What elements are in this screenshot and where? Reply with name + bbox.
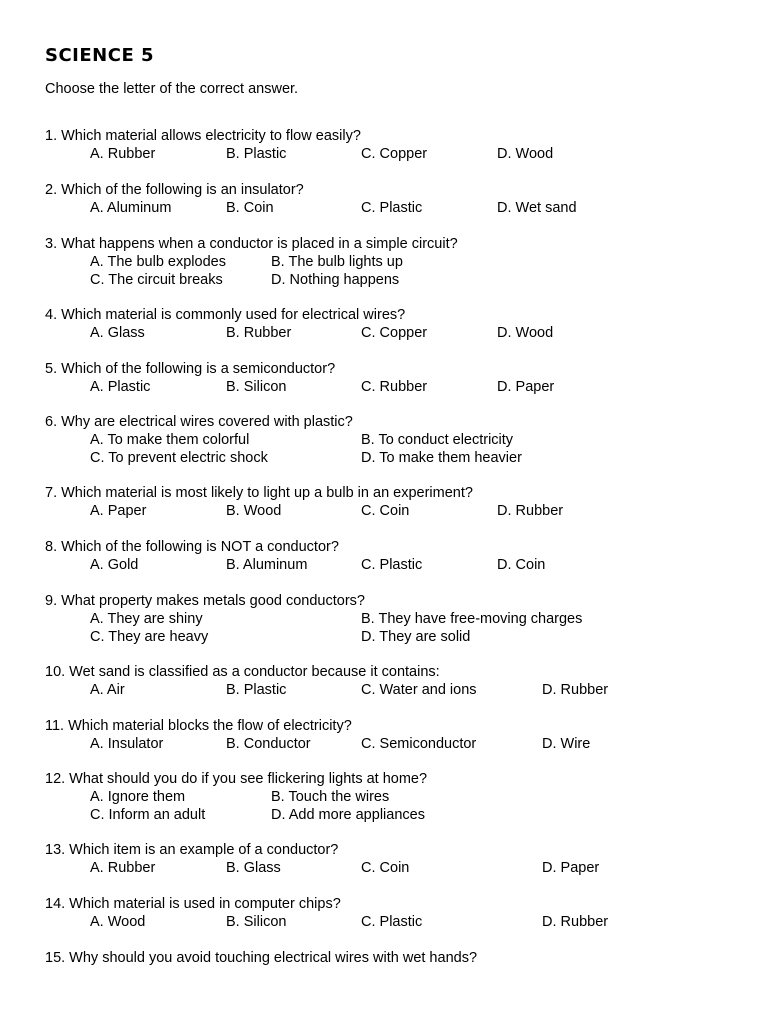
choice-b: B. Touch the wires (271, 789, 390, 805)
choices-row (45, 681, 725, 699)
choices-row (45, 145, 725, 163)
question-stem: 12. What should you do if you see flickering lights at home? (45, 771, 428, 787)
choices-row (45, 735, 725, 753)
choice-c: C. Copper (361, 325, 428, 341)
choices-row (45, 610, 725, 628)
choice-a: A. They are shiny (90, 611, 203, 627)
choices-row (45, 859, 725, 877)
question-stem: 2. Which of the following is an insulator? (45, 182, 304, 198)
choices-row (45, 913, 725, 931)
question-4 (45, 306, 725, 342)
choice-c: C. Plastic (361, 914, 423, 930)
question-stem: 9. What property makes metals good conductors? (45, 593, 365, 609)
question-13 (45, 841, 725, 877)
choice-d: D. Nothing happens (271, 272, 400, 288)
choice-a: A. Insulator (90, 736, 164, 752)
question-stem: 1. Which material allows electricity to flow easily? (45, 128, 361, 144)
choice-b: B. Wood (226, 503, 282, 519)
choices-row (45, 253, 725, 271)
choice-b: B. Silicon (226, 379, 287, 395)
choice-a: A. The bulb explodes (90, 254, 226, 270)
choice-b: B. Glass (226, 860, 281, 876)
choice-b: B. The bulb lights up (271, 254, 403, 270)
question-stem: 8. Which of the following is NOT a conductor? (45, 539, 339, 555)
choices-row (45, 628, 725, 646)
choice-d: D. Paper (497, 379, 555, 395)
question-9 (45, 592, 725, 646)
choices-row (45, 556, 725, 574)
choice-d: D. To make them heavier (361, 450, 522, 466)
choices-row (45, 271, 725, 289)
choice-a: A. Rubber (90, 146, 156, 162)
question-5 (45, 360, 725, 396)
choice-b: B. They have free-moving charges (361, 611, 583, 627)
question-stem: 15. Why should you avoid touching electrical wires with wet hands? (45, 950, 478, 966)
worksheet-title: SCIENCE 5 (45, 45, 155, 66)
choice-b: B. To conduct electricity (361, 432, 514, 448)
question-stem: 13. Which item is an example of a conductor? (45, 842, 339, 858)
choice-d: D. Paper (542, 860, 600, 876)
choice-d: D. Coin (497, 557, 546, 573)
instructions: Choose the letter of the correct answer. (45, 81, 299, 97)
choice-a: A. Ignore them (90, 789, 186, 805)
choices-row (45, 788, 725, 806)
question-stem: 4. Which material is commonly used for electrical wires? (45, 307, 406, 323)
choice-c: C. The circuit breaks (90, 272, 223, 288)
choice-b: B. Coin (226, 200, 274, 216)
choice-a: A. Gold (90, 557, 139, 573)
question-2 (45, 181, 725, 217)
choice-a: A. Wood (90, 914, 146, 930)
question-7 (45, 484, 725, 520)
question-stem: 14. Which material is used in computer chips? (45, 896, 341, 912)
choice-c: C. Plastic (361, 557, 423, 573)
question-11 (45, 717, 725, 753)
question-3 (45, 235, 725, 289)
choice-d: D. Wire (542, 736, 591, 752)
choice-c: C. Coin (361, 860, 410, 876)
choice-a: A. Glass (90, 325, 145, 341)
choice-b: B. Conductor (226, 736, 311, 752)
choice-d: D. They are solid (361, 629, 471, 645)
choice-c: C. Rubber (361, 379, 428, 395)
question-stem: 5. Which of the following is a semiconductor? (45, 361, 336, 377)
choices-row (45, 378, 725, 396)
choice-d: D. Add more appliances (271, 807, 425, 823)
choice-d: D. Rubber (542, 682, 609, 698)
choice-a: A. Plastic (90, 379, 151, 395)
choice-c: C. Copper (361, 146, 428, 162)
question-8 (45, 538, 725, 574)
choice-d: D. Rubber (542, 914, 609, 930)
choice-b: B. Silicon (226, 914, 287, 930)
choices-row (45, 324, 725, 342)
choice-d: D. Wood (497, 325, 554, 341)
choices-row (45, 502, 725, 520)
question-stem: 7. Which material is most likely to light up a bulb in an experiment? (45, 485, 473, 501)
question-6 (45, 413, 725, 467)
choice-b: B. Rubber (226, 325, 292, 341)
choice-c: C. Plastic (361, 200, 423, 216)
question-10 (45, 663, 725, 699)
choice-c: C. To prevent electric shock (90, 450, 268, 466)
choices-row (45, 199, 725, 217)
question-15 (45, 949, 725, 967)
question-stem: 3. What happens when a conductor is placed in a simple circuit? (45, 236, 458, 252)
choices-row (45, 431, 725, 449)
choice-d: D. Wet sand (497, 200, 577, 216)
choice-c: C. Coin (361, 503, 410, 519)
choice-b: B. Plastic (226, 682, 287, 698)
question-stem: 6. Why are electrical wires covered with plastic? (45, 414, 353, 430)
choice-c: C. Inform an adult (90, 807, 206, 823)
choice-a: A. Aluminum (90, 200, 172, 216)
choice-c: C. They are heavy (90, 629, 209, 645)
question-stem: 11. Which material blocks the flow of electricity? (45, 718, 352, 734)
question-14 (45, 895, 725, 931)
choice-b: B. Plastic (226, 146, 287, 162)
choice-a: A. Rubber (90, 860, 156, 876)
choice-c: C. Water and ions (361, 682, 477, 698)
question-12 (45, 770, 725, 824)
choice-d: D. Rubber (497, 503, 564, 519)
choice-a: A. Paper (90, 503, 147, 519)
choices-row (45, 806, 725, 824)
choice-a: A. Air (90, 682, 125, 698)
choice-c: C. Semiconductor (361, 736, 477, 752)
choice-b: B. Aluminum (226, 557, 308, 573)
choices-row (45, 449, 725, 467)
question-1 (45, 127, 725, 163)
question-stem: 10. Wet sand is classified as a conductor because it contains: (45, 664, 440, 680)
choice-d: D. Wood (497, 146, 554, 162)
choice-a: A. To make them colorful (90, 432, 250, 448)
